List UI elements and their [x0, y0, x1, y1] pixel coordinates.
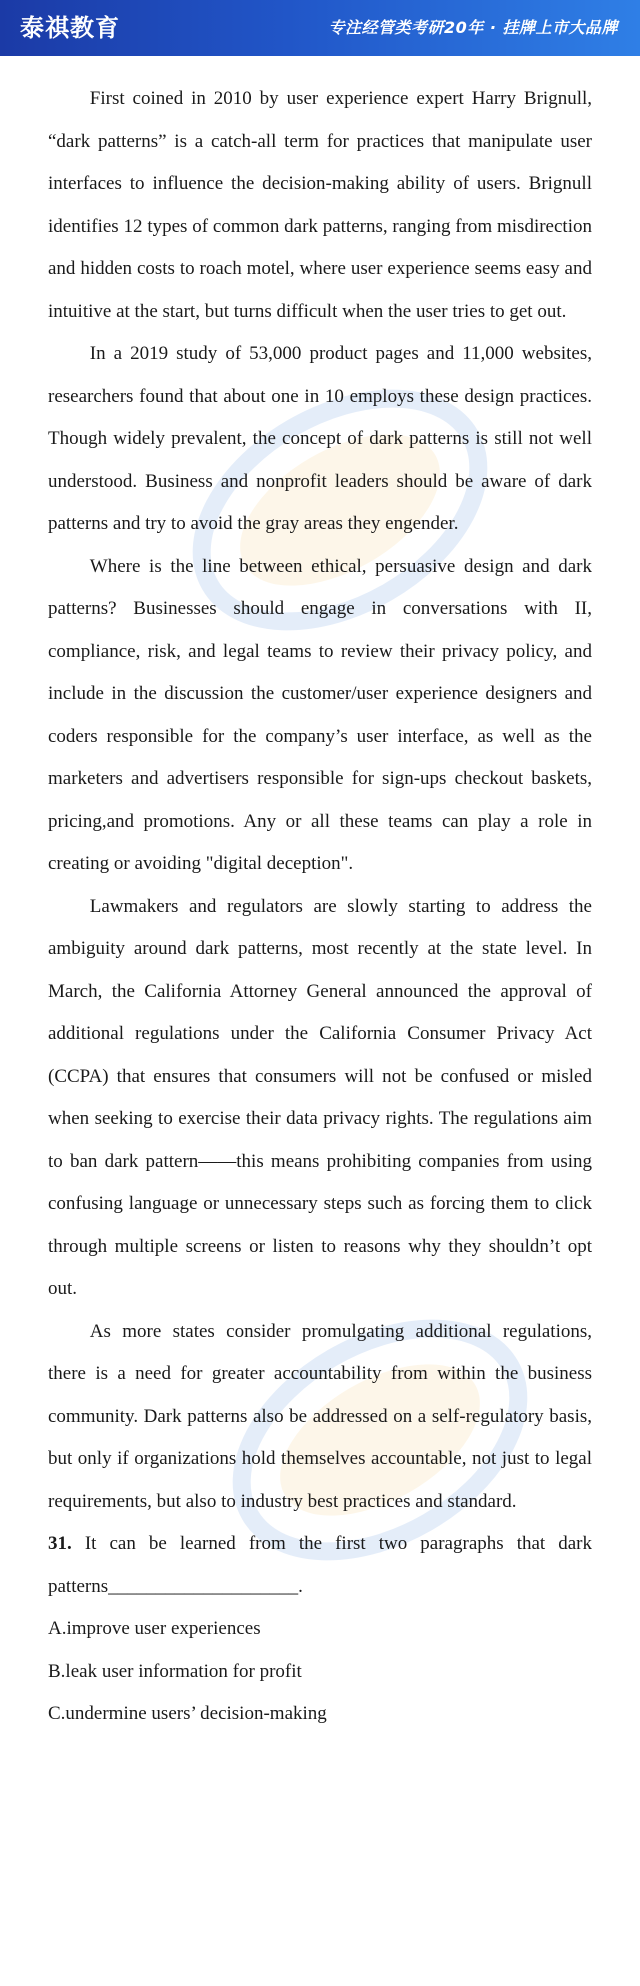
question-text: It can be learned from the first two paragraphs that dark patterns____________________. [48, 1533, 592, 1597]
option-a: A.improve user experiences [48, 1618, 261, 1639]
paragraph-1: First coined in 2010 by user experience expert Harry Brignull, “dark patterns” is a catch-all term for practices that manipulate user interfaces to influence the decision-making ability of users. Brignull identifies 12 types of common dark patterns, ranging from misdirection and hidden costs to roach motel, where user experience seems easy and intuitive at the start, but turns difficult when the user tries to get out. [48, 88, 592, 322]
paragraph-5: As more states consider promulgating additional regulations, there is a need for greater accountability from within the business community. Dark patterns also be addressed on a self-regulatory basis, but only if organizations hold themselves accountable, not just to legal requirements, but also to industry best practices and standard. [48, 1320, 592, 1512]
paragraph-3: Where is the line between ethical, persuasive design and dark patterns? Businesses should engage in conversations with II, compliance, risk, and legal teams to review their privacy policy, and include in the discussion the customer/user experience designers and coders responsible for the company’s user interface, as well as the marketers and advertisers responsible for sign-ups checkout baskets, pricing,and promotions. Any or all these teams can play a role in creating or avoiding "digital deception". [48, 555, 592, 874]
brand-slogan: 专注经管类考研20年 · 挂牌上市大品牌 [328, 18, 618, 37]
paragraph-4: Lawmakers and regulators are slowly starting to address the ambiguity around dark patterns, most recently at the state level. In March, the California Attorney General announced the approval of additional regulations under the California Consumer Privacy Act (CCPA) that ensures that consumers will not be confused or misled when seeking to exercise their data privacy rights. The regulations aim to ban dark pattern——this means prohibiting companies from using confusing language or unnecessary steps such as forcing them to click through multiple screens or listen to reasons why they shouldn’t opt out. [48, 895, 592, 1299]
paragraph-2: In a 2019 study of 53,000 product pages and 11,000 websites, researchers found that about one in 10 employs these design practices. Though widely prevalent, the concept of dark patterns is still not well understood. Business and nonprofit leaders should be aware of dark patterns and try to avoid the gray areas they engender. [48, 343, 592, 534]
brand-name: 泰祺教育 [20, 14, 120, 42]
option-c: C.undermine users’ decision-making [48, 1703, 327, 1724]
option-b: B.leak user information for profit [48, 1660, 302, 1682]
reading-passage [48, 78, 592, 1736]
header-banner [0, 0, 640, 56]
question-stem [48, 1523, 592, 1608]
question-number: 31. [48, 1533, 72, 1554]
